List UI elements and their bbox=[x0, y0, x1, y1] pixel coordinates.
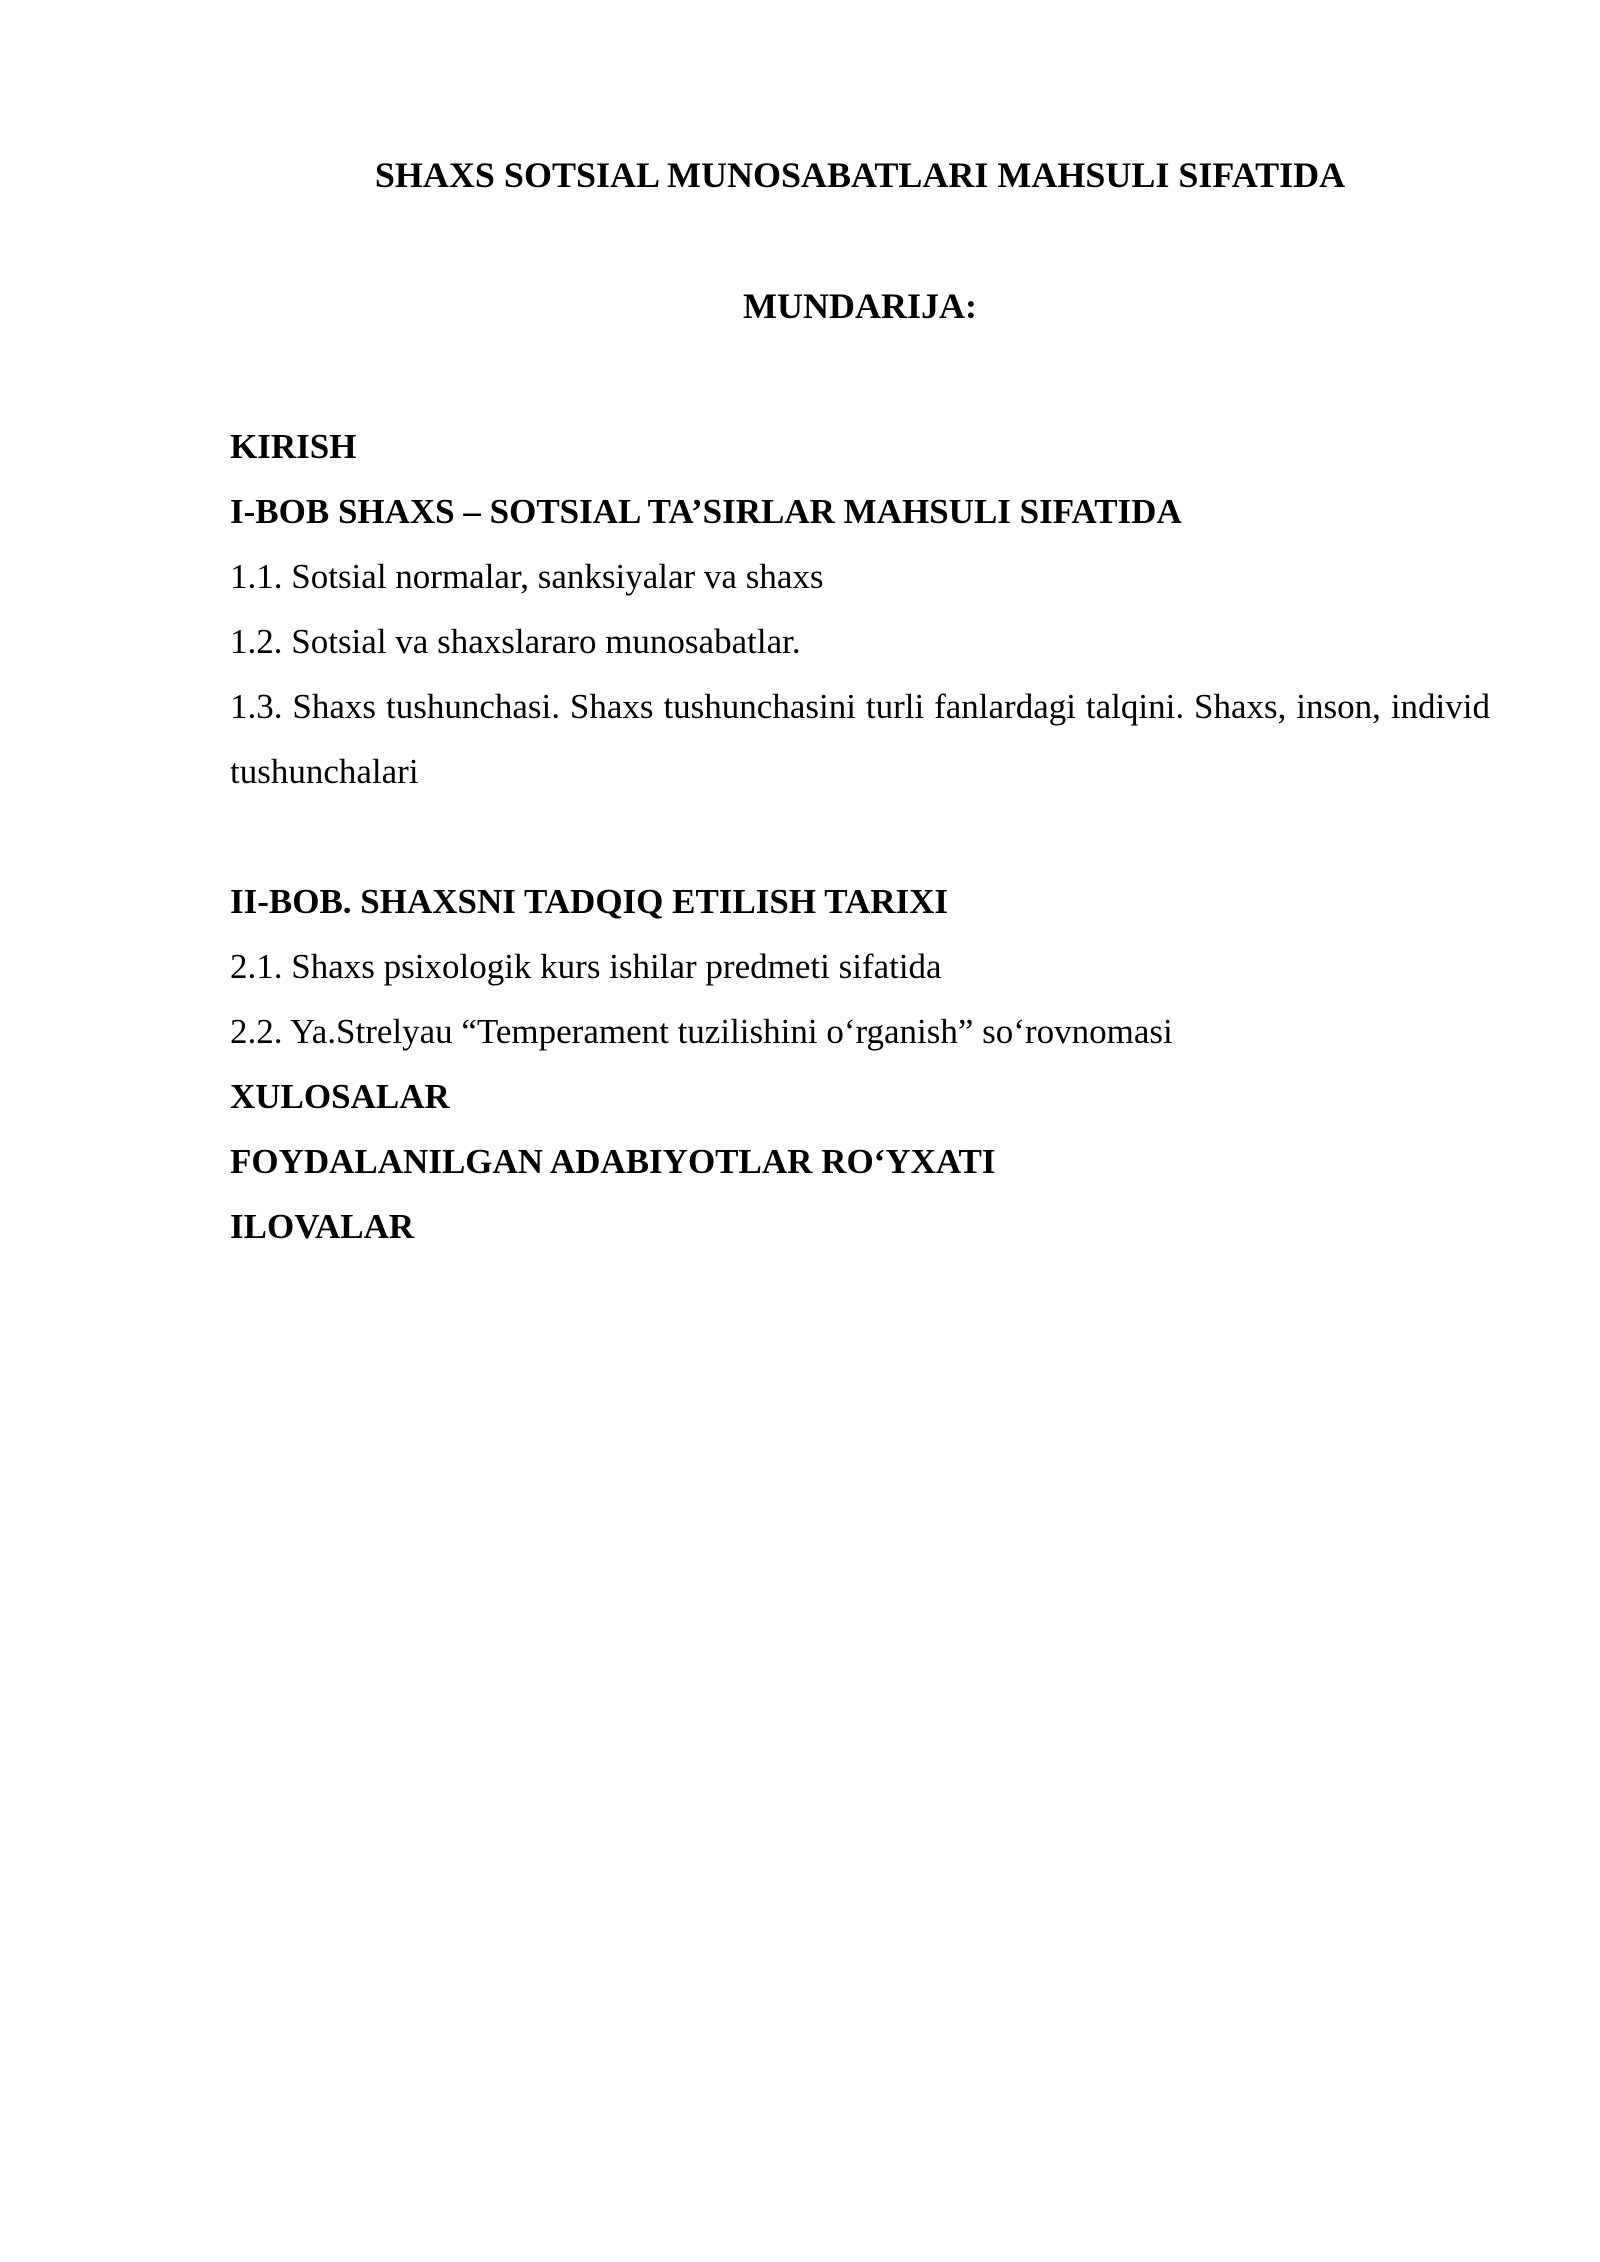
toc-entry-section-2-1: 2.1. Shaxs psixologik kurs ishilar predmeti sifatida bbox=[230, 947, 942, 986]
table-of-contents bbox=[230, 414, 1490, 1259]
toc-spacer bbox=[230, 804, 1490, 869]
document-title: SHAXS SOTSIAL MUNOSABATLARI MAHSULI SIFATIDA bbox=[374, 155, 1346, 195]
toc-entry-appendices: ILOVALAR bbox=[230, 1207, 415, 1246]
toc-entry-section-1-3: 1.3. Shaxs tushunchasi. Shaxs tushunchasini turli fanlardagi talqini. Shaxs, inson, individ tushunchalari bbox=[230, 687, 1490, 791]
toc-heading: MUNDARIJA: bbox=[743, 286, 977, 326]
toc-entry-introduction: KIRISH bbox=[230, 427, 357, 466]
toc-entry-chapter-2: II-BOB. SHAXSNI TADQIQ ETILISH TARIXI bbox=[230, 882, 949, 921]
toc-entry-section-2-2: 2.2. Ya.Strelyau “Temperament tuzilishini o‘rganish” so‘rovnomasi bbox=[230, 1012, 1173, 1051]
toc-entry-section-1-2: 1.2. Sotsial va shaxslararo munosabatlar. bbox=[230, 622, 801, 661]
toc-entry-chapter-1: I-BOB SHAXS – SOTSIAL TA’SIRLAR MAHSULI SIFATIDA bbox=[230, 492, 1182, 531]
toc-entry-conclusions: XULOSALAR bbox=[230, 1077, 450, 1116]
toc-entry-section-1-1: 1.1. Sotsial normalar, sanksiyalar va shaxs bbox=[230, 557, 824, 596]
toc-entry-references: FOYDALANILGAN ADABIYOTLAR RO‘YXATI bbox=[230, 1142, 996, 1181]
